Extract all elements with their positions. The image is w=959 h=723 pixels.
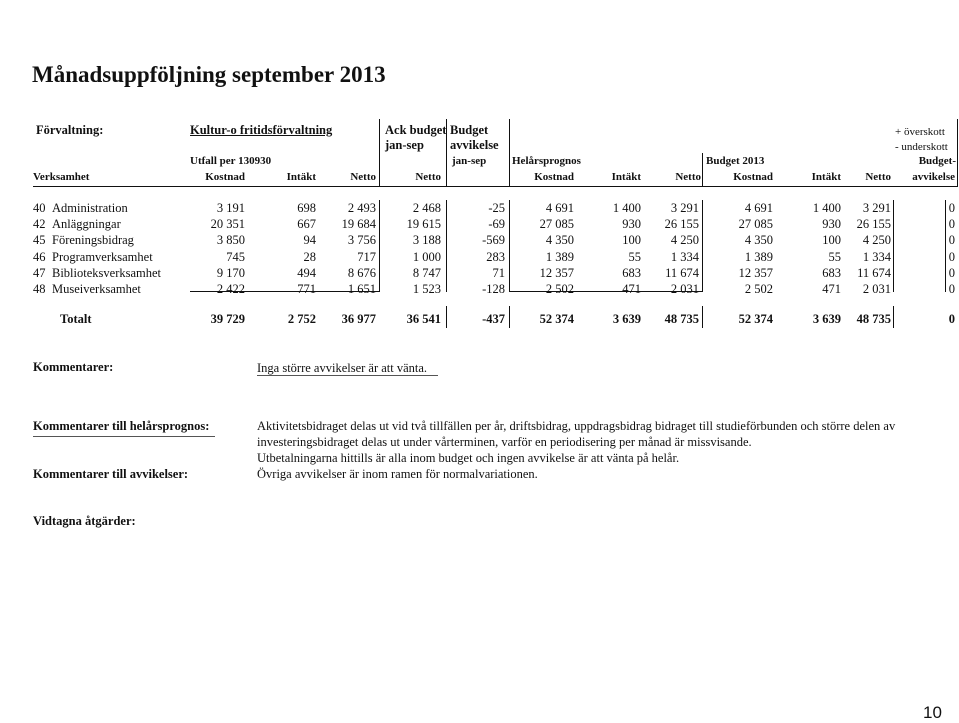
cell-netto-ack-budget: 19 615 [406, 217, 441, 231]
total-netto-budget: 48 735 [856, 312, 891, 326]
cell-budget-avvikelse: -569 [482, 233, 505, 247]
helarsprognos-underline [33, 436, 215, 437]
header-budget-avv-1: Budget [450, 123, 489, 137]
total-intakt-utfall: 2 752 [287, 312, 316, 326]
cell-intakt-budget: 471 [822, 282, 841, 296]
header-netto-2: Netto [415, 171, 441, 183]
header-budget-short: Budget- [918, 155, 956, 167]
kommentarer-underline [257, 375, 438, 376]
cell-netto-prognos: 4 250 [670, 233, 699, 247]
cell-kostnad-prognos: 4 350 [545, 233, 574, 247]
legend-over: + överskott [895, 126, 945, 138]
cell-netto-ack-budget: 3 188 [412, 233, 441, 247]
header-utfall: Utfall per 130930 [190, 155, 272, 167]
cell-kostnad-utfall: 3 191 [216, 201, 245, 215]
cell-intakt-utfall: 494 [297, 266, 316, 280]
cell-intakt-prognos: 100 [622, 233, 641, 247]
header-ack-budget-1: Ack budget [385, 123, 447, 137]
cell-netto-ack-budget: 8 747 [412, 266, 441, 280]
legend-under: - underskott [895, 141, 948, 153]
cell-netto-budget: 4 250 [862, 233, 891, 247]
row-code: 47 [33, 266, 46, 280]
cell-netto-utfall: 19 684 [341, 217, 376, 231]
cell-budget-avvikelse-helar: 0 [948, 266, 955, 280]
cell-netto-budget: 2 031 [862, 282, 891, 296]
header-intakt-1: Intäkt [286, 171, 316, 183]
header-budget2013: Budget 2013 [706, 155, 765, 167]
cell-budget-avvikelse-helar: 0 [948, 250, 955, 264]
total-netto-prognos: 48 735 [664, 312, 699, 326]
row-name: Anläggningar [52, 217, 121, 231]
kommentarer-label: Kommentarer: [33, 360, 114, 374]
cell-netto-utfall: 1 651 [347, 282, 376, 296]
header-kostnad-3: Kostnad [733, 171, 773, 183]
header-helarsprognos: Helårsprognos [512, 155, 581, 167]
header-intakt-2: Intäkt [611, 171, 641, 183]
cell-intakt-prognos: 471 [622, 282, 641, 296]
header-kostnad-1: Kostnad [205, 171, 245, 183]
total-netto-ack-budget: 36 541 [406, 312, 441, 326]
cell-kostnad-prognos: 4 691 [545, 201, 574, 215]
cell-intakt-budget: 683 [822, 266, 841, 280]
atgarder-label: Vidtagna åtgärder: [33, 514, 136, 528]
cell-netto-ack-budget: 1 523 [412, 282, 441, 296]
total-budget-avvikelse-helar: 0 [948, 312, 955, 326]
avvikelser-text: Övriga avvikelser är inom ramen för normalvariationen. [257, 467, 538, 481]
row-code: 45 [33, 233, 46, 247]
cell-kostnad-prognos: 1 389 [545, 250, 574, 264]
page-number: 10 [923, 703, 942, 722]
cell-netto-budget: 26 155 [856, 217, 891, 231]
header-avvikelse: avvikelse [912, 171, 955, 183]
page-title: Månadsuppföljning september 2013 [32, 62, 386, 87]
cell-netto-prognos: 2 031 [670, 282, 699, 296]
cell-intakt-utfall: 28 [303, 250, 316, 264]
divider-v [509, 119, 510, 187]
cell-netto-budget: 3 291 [862, 201, 891, 215]
total-netto-utfall: 36 977 [341, 312, 376, 326]
cell-intakt-prognos: 55 [628, 250, 641, 264]
cell-netto-ack-budget: 2 468 [412, 201, 441, 215]
cell-kostnad-utfall: 3 850 [216, 233, 245, 247]
cell-intakt-budget: 55 [828, 250, 841, 264]
cell-budget-avvikelse: -25 [488, 201, 505, 215]
cell-kostnad-budget: 2 502 [744, 282, 773, 296]
header-ack-budget-2: jan-sep [385, 138, 424, 152]
forvaltning-value: Kultur-o fritidsförvaltning [190, 123, 333, 137]
total-intakt-prognos: 3 639 [612, 312, 641, 326]
row-name: Museiverksamhet [52, 282, 141, 296]
cell-budget-avvikelse: 71 [492, 266, 505, 280]
header-kostnad-2: Kostnad [534, 171, 574, 183]
cell-kostnad-budget: 12 357 [738, 266, 773, 280]
total-kostnad-prognos: 52 374 [539, 312, 574, 326]
header-intakt-3: Intäkt [811, 171, 841, 183]
cell-budget-avvikelse: 283 [486, 250, 505, 264]
cell-netto-prognos: 11 674 [665, 266, 699, 280]
cell-budget-avvikelse-helar: 0 [948, 201, 955, 215]
cell-kostnad-budget: 27 085 [738, 217, 773, 231]
helarsprognos-line2: investeringsbidraget delas ut under vårterminen, varför en periodisering per månad är missvisande. [257, 435, 752, 449]
cell-kostnad-prognos: 2 502 [545, 282, 574, 296]
header-netto-3: Netto [675, 171, 701, 183]
cell-kostnad-budget: 1 389 [744, 250, 773, 264]
header-netto-1: Netto [350, 171, 376, 183]
cell-intakt-budget: 1 400 [812, 201, 841, 215]
header-budget-avv-2: avvikelse [450, 138, 499, 152]
divider-v [702, 153, 703, 187]
row-code: 42 [33, 217, 46, 231]
helarsprognos-line1: Aktivitetsbidraget delas ut vid två tillfällen per år, driftsbidrag, uppdragsbidrag bidraget till studieförbunden och större delen av [257, 419, 896, 433]
cell-netto-prognos: 26 155 [664, 217, 699, 231]
cell-kostnad-utfall: 9 170 [216, 266, 245, 280]
kommentarer-text: Inga större avvikelser är att vänta. [257, 361, 428, 375]
cell-intakt-prognos: 1 400 [612, 201, 641, 215]
divider-v [379, 119, 380, 187]
cell-intakt-utfall: 698 [297, 201, 316, 215]
row-name: Biblioteksverksamhet [52, 266, 162, 280]
total-budget-avvikelse: -437 [482, 312, 505, 326]
divider-v [446, 119, 447, 187]
cell-kostnad-utfall: 2 422 [216, 282, 245, 296]
cell-budget-avvikelse-helar: 0 [948, 217, 955, 231]
cell-netto-utfall: 3 756 [347, 233, 376, 247]
cell-kostnad-prognos: 12 357 [539, 266, 574, 280]
header-netto-4: Netto [865, 171, 891, 183]
cell-intakt-budget: 930 [822, 217, 841, 231]
cell-budget-avvikelse: -69 [488, 217, 505, 231]
total-kostnad-budget: 52 374 [738, 312, 773, 326]
cell-kostnad-utfall: 20 351 [210, 217, 245, 231]
cell-netto-utfall: 8 676 [347, 266, 376, 280]
total-kostnad-utfall: 39 729 [210, 312, 245, 326]
cell-intakt-utfall: 667 [297, 217, 316, 231]
divider-v [957, 119, 958, 187]
header-underline [33, 186, 957, 187]
cell-budget-avvikelse-helar: 0 [948, 282, 955, 296]
cell-netto-prognos: 1 334 [670, 250, 699, 264]
total-label: Totalt [60, 312, 92, 326]
forvaltning-label: Förvaltning: [36, 123, 104, 137]
cell-budget-avvikelse-helar: 0 [948, 233, 955, 247]
row-name: Administration [52, 201, 128, 215]
cell-budget-avvikelse: -128 [482, 282, 505, 296]
cell-kostnad-utfall: 745 [226, 250, 245, 264]
avvikelser-label: Kommentarer till avvikelser: [33, 467, 189, 481]
cell-netto-budget: 1 334 [862, 250, 891, 264]
cell-intakt-budget: 100 [822, 233, 841, 247]
row-name: Föreningsbidrag [52, 233, 134, 247]
cell-netto-utfall: 717 [357, 250, 376, 264]
row-name: Programverksamhet [52, 250, 153, 264]
cell-netto-prognos: 3 291 [670, 201, 699, 215]
cell-intakt-prognos: 930 [622, 217, 641, 231]
cell-netto-utfall: 2 493 [347, 201, 376, 215]
row-code: 46 [33, 250, 46, 264]
row-code: 48 [33, 282, 46, 296]
header-verksamhet: Verksamhet [33, 171, 90, 183]
cell-kostnad-budget: 4 350 [744, 233, 773, 247]
cell-intakt-prognos: 683 [622, 266, 641, 280]
header-budget-avv-3: jan-sep [452, 155, 487, 167]
cell-intakt-utfall: 94 [303, 233, 316, 247]
cell-netto-ack-budget: 1 000 [412, 250, 441, 264]
cell-intakt-utfall: 771 [297, 282, 316, 296]
total-intakt-budget: 3 639 [812, 312, 841, 326]
row-code: 40 [33, 201, 46, 215]
helarsprognos-line3: Utbetalningarna hittills är alla inom budget och ingen avvikelse är att vänta på helår. [257, 451, 680, 465]
helarsprognos-label: Kommentarer till helårsprognos: [33, 419, 210, 433]
cell-kostnad-budget: 4 691 [744, 201, 773, 215]
cell-netto-budget: 11 674 [857, 266, 891, 280]
cell-kostnad-prognos: 27 085 [539, 217, 574, 231]
